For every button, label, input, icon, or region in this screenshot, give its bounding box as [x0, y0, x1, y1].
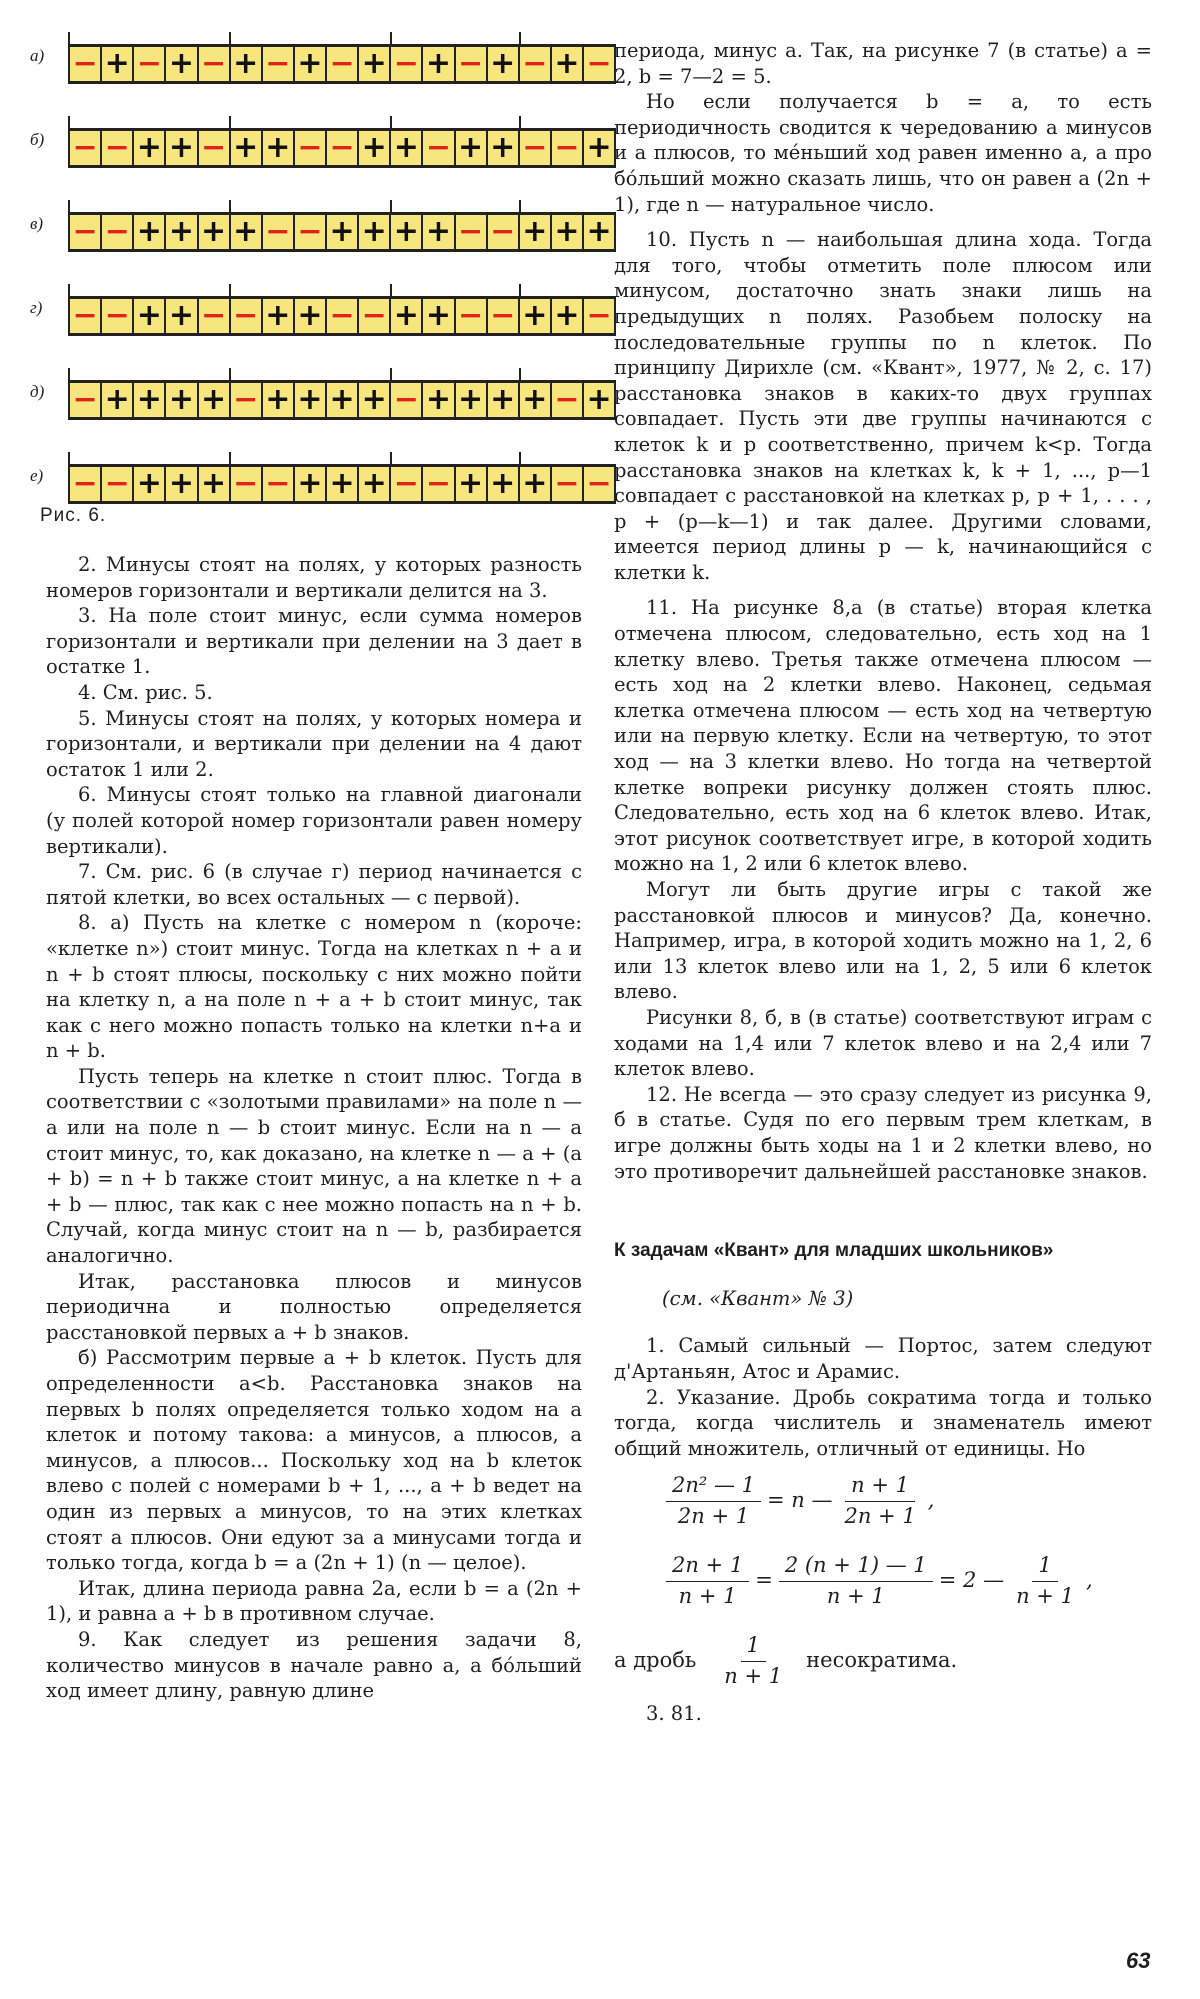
formula-op: = — [755, 1568, 773, 1593]
sign-strip — [68, 44, 616, 84]
paragraph: Итак, длина периода равна 2a, если b = a (2n + 1), и равна a + b в противном случае. — [46, 1576, 582, 1626]
plus-cell: + — [197, 467, 229, 501]
minus-cell: − — [68, 131, 100, 165]
formula-text: а дробь — [614, 1648, 697, 1673]
minus-cell: − — [132, 47, 164, 81]
period-tick — [229, 368, 231, 382]
plus-cell: + — [486, 47, 518, 81]
sign-strip — [68, 128, 616, 168]
plus-cell: + — [518, 299, 550, 333]
plus-cell: + — [164, 131, 196, 165]
plus-cell: + — [100, 383, 132, 417]
paragraph: 10. Пусть n — наибольшая длина хода. Тогда для того, чтобы отметить поле плюсом или минусом, достаточно знать знаки лишь на предыдущих n полях. Разобьем полоску на последовательные группы по n клеток. По принципу Дирихле (см. «Квант», 1977, № 2, с. 17) расстановка знаков в каких-то двух группах совпадает. Пусть эти две группы начинаются с клеток k и p соответственно, причем k<p. Тогда расстановка знаков на клетках k, k + 1, ..., p—1 совпадает с расстановкой на клетках p, p + 1, . . . , p + (p—k—1) и так далее. Другими словами, имеется период длины p — k, начинающийся с клетки k. — [614, 228, 1152, 584]
plus-cell: + — [421, 383, 453, 417]
plus-cell: + — [132, 215, 164, 249]
formula-op: , — [927, 1488, 935, 1513]
minus-cell: − — [518, 47, 550, 81]
numerator: 1 — [741, 1633, 766, 1662]
formula-line — [614, 1541, 1152, 1621]
sign-strip — [68, 464, 616, 504]
formula-op: = 2 — — [938, 1568, 1005, 1593]
plus-cell: + — [357, 383, 389, 417]
minus-cell: − — [100, 215, 132, 249]
strip-row — [30, 26, 612, 84]
plus-cell: + — [357, 467, 389, 501]
denominator: 2n + 1 — [677, 1503, 750, 1528]
minus-cell: − — [389, 383, 421, 417]
plus-cell: + — [164, 467, 196, 501]
paragraph: 9. Как следует из решения задачи 8, количество минусов в начале равно a, а бо́льший ход имеет длину, равную длине — [46, 1627, 582, 1703]
minus-cell: − — [197, 47, 229, 81]
plus-cell: + — [164, 299, 196, 333]
numerator: n + 1 — [845, 1473, 915, 1502]
minus-cell: − — [68, 467, 100, 501]
minus-cell: − — [518, 131, 550, 165]
minus-cell: − — [486, 215, 518, 249]
paragraph: 3. 81. — [646, 1702, 702, 1726]
minus-cell: − — [582, 299, 616, 333]
paragraph: 2. Указание. Дробь сократима тогда и только тогда, когда числитель и знаменатель имеют общий множитель, отличный от единицы. Но — [614, 1385, 1152, 1460]
period-tick — [68, 452, 70, 466]
plus-cell: + — [421, 299, 453, 333]
minus-cell: − — [197, 299, 229, 333]
plus-cell: + — [421, 215, 453, 249]
plus-cell: + — [197, 383, 229, 417]
denominator: 2n + 1 — [844, 1503, 916, 1528]
plus-cell: + — [582, 215, 616, 249]
period-tick — [519, 116, 521, 130]
minus-cell: − — [68, 215, 100, 249]
plus-cell: + — [486, 467, 518, 501]
plus-cell: + — [357, 47, 389, 81]
minus-cell: − — [454, 299, 486, 333]
denominator: n + 1 — [724, 1663, 783, 1688]
paragraph: периода, минус a. Так, на рисунке 7 (в статье) a = 2, b = 7—2 = 5. — [614, 39, 1152, 88]
strip-row — [30, 446, 612, 504]
paragraph: б) Рассмотрим первые a + b клеток. Пусть для определенности a<b. Расстановка знаков на первых b полях определяется только ходом на a клеток и потому такова: a минусов, a плюсов, a минусов, a плюсов... Поскольку ход на b клеток влево с полей с номерами b + 1, ..., a + b ведет на один из первых a минусов, то на этих клетках стоят a плюсов. Они едуют за a минусами тогда и только тогда, когда b = a (2n + 1) (n — целое). — [46, 1346, 582, 1575]
minus-cell: − — [100, 131, 132, 165]
period-tick — [68, 284, 70, 298]
plus-cell: + — [261, 383, 293, 417]
period-tick — [390, 284, 392, 298]
period-tick — [390, 32, 392, 46]
period-tick — [519, 32, 521, 46]
plus-cell: + — [325, 383, 357, 417]
plus-cell: + — [132, 299, 164, 333]
paragraph: 6. Минусы стоят только на главной диагонали (у полей которой номер горизонтали равен номеру вертикали). — [46, 783, 582, 858]
plus-cell: + — [293, 383, 325, 417]
plus-cell: + — [550, 215, 582, 249]
strip-label: г) — [30, 298, 43, 317]
minus-cell: − — [454, 215, 486, 249]
plus-cell: + — [454, 131, 486, 165]
formula-block — [614, 1461, 1152, 1701]
sign-strip — [68, 212, 616, 252]
plus-cell: + — [486, 383, 518, 417]
strip-row — [30, 110, 612, 168]
plus-cell: + — [582, 383, 616, 417]
period-tick — [390, 452, 392, 466]
sign-strip — [68, 296, 616, 336]
minus-cell: − — [229, 383, 261, 417]
minus-cell: − — [100, 299, 132, 333]
minus-cell: − — [550, 467, 582, 501]
denominator: n + 1 — [678, 1583, 737, 1608]
sign-strip — [68, 380, 616, 420]
section-heading: К задачам «Квант» для младших школьников» — [614, 1240, 1054, 1262]
numerator: 1 — [1032, 1553, 1057, 1582]
minus-cell: − — [197, 131, 229, 165]
paragraph: Рисунки 8, б, в (в статье) соответствуют играм с ходами на 1,4 или 7 клеток влево и на 2,4 или 7 клеток влево. — [614, 1005, 1152, 1081]
plus-cell: + — [325, 467, 357, 501]
paragraph: 8. а) Пусть на клетке с номером n (короче: «клетке n») стоит минус. Тогда на клетках n + a и n + b стоят плюсы, поскольку с них можно пойти на клетку n, а на поле n + a + b стоит минус, так как с него можно попасть только на клетки n+a и n + b. — [46, 911, 582, 1063]
figure-caption: Рис. 6. — [40, 505, 107, 526]
minus-cell: − — [68, 383, 100, 417]
plus-cell: + — [486, 131, 518, 165]
plus-cell: + — [293, 467, 325, 501]
period-tick — [68, 116, 70, 130]
numerator: 2n + 1 — [666, 1553, 749, 1582]
minus-cell: − — [357, 299, 389, 333]
plus-cell: + — [132, 467, 164, 501]
left-column — [46, 552, 582, 1704]
period-tick — [229, 116, 231, 130]
period-tick — [390, 200, 392, 214]
minus-cell: − — [261, 47, 293, 81]
strip-label: в) — [30, 214, 44, 233]
minus-cell: − — [100, 467, 132, 501]
numerator: 2n² — 1 — [666, 1473, 761, 1502]
plus-cell: + — [261, 131, 293, 165]
plus-cell: + — [164, 383, 196, 417]
period-tick — [519, 368, 521, 382]
minus-cell: − — [582, 47, 616, 81]
plus-cell: + — [454, 467, 486, 501]
period-tick — [68, 200, 70, 214]
plus-cell: + — [582, 131, 616, 165]
minus-cell: − — [325, 131, 357, 165]
minus-cell: − — [325, 47, 357, 81]
formula-line — [614, 1621, 1152, 1701]
paragraph: Но если получается b = a, то есть периодичность сводится к чередованию a минусов и a плюсов, то ме́ньший ход равен именно a, а про бо́льший можно сказать лишь, что он равен a (2n + 1), где n — натуральное число. — [614, 90, 1152, 216]
formula-op: , — [1085, 1568, 1093, 1593]
period-tick — [390, 368, 392, 382]
strip-label: а) — [30, 46, 45, 65]
denominator: n + 1 — [1016, 1583, 1074, 1608]
plus-cell: + — [518, 215, 550, 249]
paragraph: 11. На рисунке 8,а (в статье) вторая клетка отмечена плюсом, следовательно, есть ход на 1 клетку влево. Третья также отмечена плюсом — есть ход на 2 клетки влево. Наконец, седьмая клетка отмечена плюсом — есть ход на четвертую или на первую клетку. Если на четвертую, то этот ход — на 3 клетки влево. Но тогда на четвертой клетке вопреки рисунку должен стоять плюс. Следовательно, есть ход на 6 клеток влево. Итак, этот рисунок соответствует игре, в которой ходить можно на 1, 2 или 6 клеток влево. — [614, 596, 1152, 876]
plus-cell: + — [132, 131, 164, 165]
formula-line — [614, 1461, 1152, 1541]
paragraph: Могут ли быть другие игры с такой же расстановкой плюсов и минусов? Да, конечно. Например, игра, в которой ходить можно на 1, 2, 6 или 13 клеток влево или на 1, 2, 5 или 6 клеток влево. — [614, 878, 1152, 1004]
strip-row — [30, 362, 612, 420]
strip-row — [30, 194, 612, 252]
formula-op: = n — — [767, 1488, 833, 1513]
plus-cell: + — [293, 47, 325, 81]
minus-cell: − — [389, 467, 421, 501]
plus-cell: + — [357, 131, 389, 165]
paragraph: 5. Минусы стоят на полях, у которых номера и горизонтали, и вертикали при делении на 4 дают остаток 1 или 2. — [46, 706, 582, 781]
minus-cell: − — [389, 47, 421, 81]
minus-cell: − — [325, 299, 357, 333]
period-tick — [519, 200, 521, 214]
plus-cell: + — [197, 215, 229, 249]
plus-cell: + — [164, 215, 196, 249]
period-tick — [519, 284, 521, 298]
plus-cell: + — [518, 383, 550, 417]
paragraph: Итак, расстановка плюсов и минусов периодична и полностью определяется расстановкой первых a + b знаков. — [46, 1269, 582, 1344]
strip-label: д) — [30, 382, 45, 401]
plus-cell: + — [518, 467, 550, 501]
minus-cell: − — [68, 299, 100, 333]
plus-cell: + — [550, 47, 582, 81]
plus-cell: + — [389, 131, 421, 165]
paragraph: 7. См. рис. 6 (в случае г) период начинается с пятой клетки, во всех остальных — с первой). — [46, 860, 582, 909]
numerator: 2 (n + 1) — 1 — [779, 1553, 933, 1582]
minus-cell: − — [261, 215, 293, 249]
paragraph: 3. На поле стоит минус, если сумма номеров горизонтали и вертикали при делении на 3 дает в остатке 1. — [46, 604, 582, 679]
minus-cell: − — [68, 47, 100, 81]
period-tick — [519, 452, 521, 466]
period-tick — [229, 200, 231, 214]
period-tick — [229, 452, 231, 466]
minus-cell: − — [293, 131, 325, 165]
paragraph: Пусть теперь на клетке n стоит плюс. Тогда в соответствии с «золотыми правилами» на поле n — a или на поле n — b стоит минус. Если на n — a стоит минус, то, как доказано, на клетке n — a + (a + b) = n + b также стоит минус, а на клетке n + a + b — плюс, так как с нее можно попасть на n + b. Случай, когда минус стоит на n — b, разбирается аналогично. — [46, 1064, 582, 1268]
plus-cell: + — [389, 299, 421, 333]
minus-cell: − — [454, 47, 486, 81]
plus-cell: + — [550, 299, 582, 333]
plus-cell: + — [325, 215, 357, 249]
minus-cell: − — [550, 131, 582, 165]
section-subheading: (см. «Квант» № 3) — [662, 1286, 854, 1310]
plus-cell: + — [229, 215, 261, 249]
paragraph: 4. См. рис. 5. — [78, 680, 213, 704]
right-column — [614, 38, 1152, 1727]
minus-cell: − — [582, 467, 616, 501]
plus-cell: + — [421, 47, 453, 81]
minus-cell: − — [421, 131, 453, 165]
minus-cell: − — [550, 383, 582, 417]
page-number: 63 — [1126, 1948, 1151, 1973]
minus-cell: − — [229, 299, 261, 333]
minus-cell: − — [421, 467, 453, 501]
paragraph: 12. Не всегда — это сразу следует из рисунка 9, б в статье. Судя по его первым трем клеткам, в игре должны быть ходы на 1 и 2 клетки влево, но это противоречит дальнейшей расстановке знаков. — [614, 1082, 1152, 1183]
plus-cell: + — [100, 47, 132, 81]
plus-cell: + — [229, 131, 261, 165]
strip-row — [30, 278, 612, 336]
period-tick — [229, 284, 231, 298]
period-tick — [390, 116, 392, 130]
strip-label: б) — [30, 130, 45, 149]
minus-cell: − — [261, 467, 293, 501]
period-tick — [68, 32, 70, 46]
plus-cell: + — [229, 47, 261, 81]
plus-cell: + — [164, 47, 196, 81]
plus-cell: + — [454, 383, 486, 417]
strip-label: е) — [30, 466, 44, 485]
plus-cell: + — [132, 383, 164, 417]
plus-cell: + — [293, 299, 325, 333]
period-tick — [229, 32, 231, 46]
plus-cell: + — [389, 215, 421, 249]
minus-cell: − — [486, 299, 518, 333]
minus-cell: − — [293, 215, 325, 249]
paragraph: 1. Самый сильный — Портос, затем следуют д'Артаньян, Атос и Арамис. — [614, 1334, 1152, 1383]
paragraph: 2. Минусы стоят на полях, у которых разность номеров горизонтали и вертикали делится на 3. — [46, 553, 582, 602]
period-tick — [68, 368, 70, 382]
formula-text: несократима. — [806, 1648, 958, 1673]
plus-cell: + — [261, 299, 293, 333]
minus-cell: − — [229, 467, 261, 501]
denominator: n + 1 — [826, 1583, 885, 1608]
plus-cell: + — [357, 215, 389, 249]
